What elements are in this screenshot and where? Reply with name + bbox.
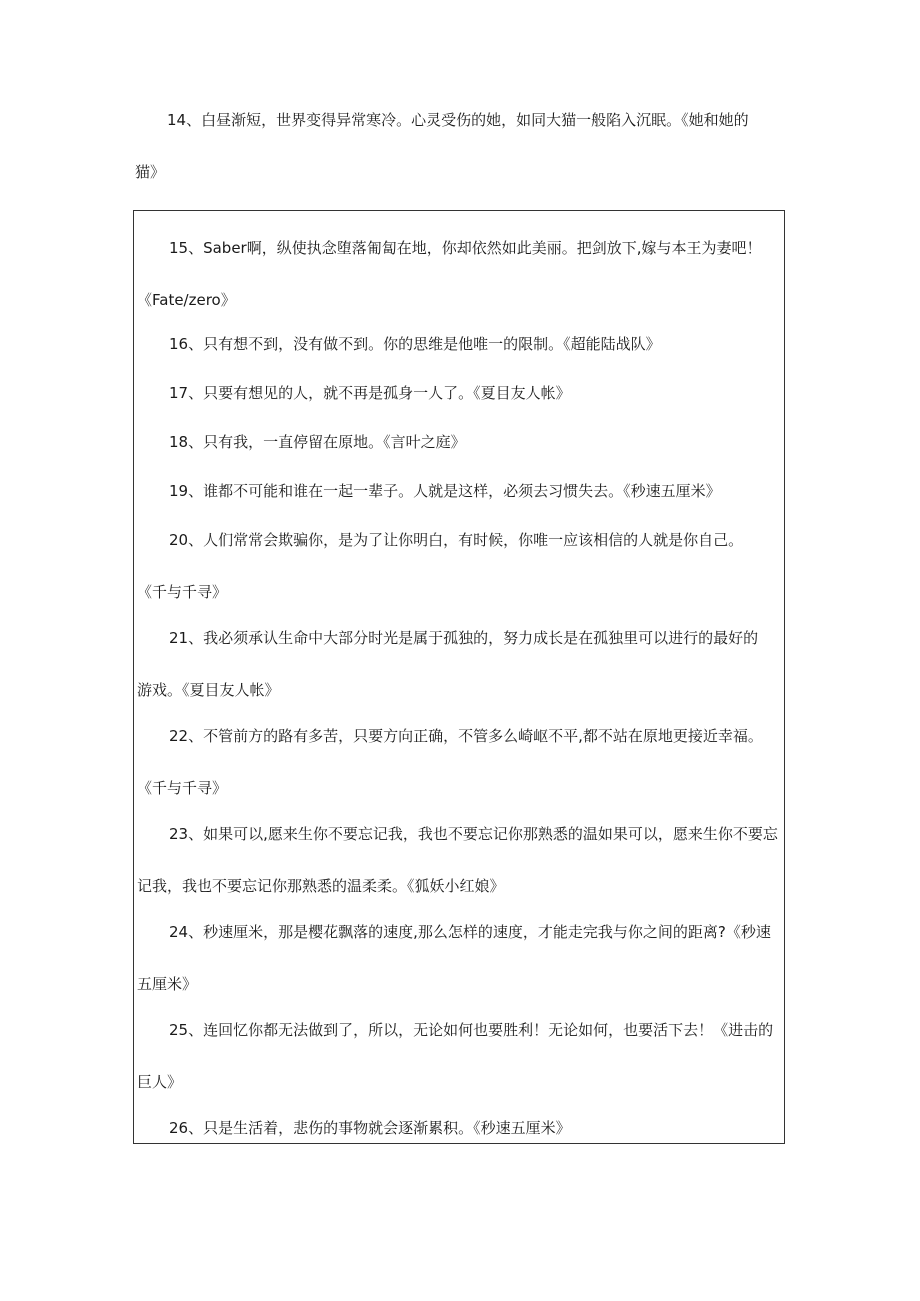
list-item	[137, 367, 781, 419]
list-item	[137, 465, 781, 517]
list-item	[137, 906, 781, 1010]
quote-list-box	[133, 210, 785, 1144]
list-item-line-1: 15、Saber啊，纵使执念堕落匍匐在地，你却依然如此美丽。把剑放下,嫁与本王为妻吧！	[169, 239, 762, 257]
list-item	[137, 318, 781, 370]
list-item-line-2: 《千与千寻》	[137, 583, 228, 601]
list-item	[137, 514, 781, 618]
list-item-line-2: 巨人》	[137, 1073, 183, 1091]
list-item	[137, 710, 781, 814]
list-item	[137, 1004, 781, 1108]
list-item	[137, 808, 781, 912]
list-item	[137, 1102, 781, 1154]
list-item-line-2: 记我，我也不要忘记你那熟悉的温柔柔。《狐妖小红娘》	[137, 877, 505, 895]
list-item	[137, 416, 781, 468]
list-item-line-1: 26、只是生活着，悲伤的事物就会逐渐累积。《秒速五厘米》	[169, 1119, 571, 1137]
list-item	[137, 222, 781, 326]
intro-line-1: 14、白昼渐短，世界变得异常寒冷。心灵受伤的她，如同大猫一般陷入沉眠。《她和她的	[167, 111, 749, 129]
list-item-line-2: 五厘米》	[137, 975, 198, 993]
list-item-line-1: 21、我必须承认生命中大部分时光是属于孤独的，努力成长是在孤独里可以进行的最好的	[169, 629, 759, 647]
list-item-line-1: 20、人们常常会欺骗你，是为了让你明白，有时候，你唯一应该相信的人就是你自己。	[169, 531, 744, 549]
intro-paragraph	[135, 94, 785, 198]
list-item	[137, 612, 781, 716]
list-item-line-1: 17、只要有想见的人，就不再是孤身一人了。《夏目友人帐》	[169, 384, 571, 402]
list-item-line-1: 25、连回忆你都无法做到了，所以，无论如何也要胜利！无论如何，也要活下去！《进击的	[169, 1021, 774, 1039]
list-item-line-1: 24、秒速厘米，那是樱花飘落的速度,那么怎样的速度，才能走完我与你之间的距离?《秒速	[169, 923, 771, 941]
list-item-line-2: 《Fate/zero》	[137, 291, 236, 309]
list-item-line-1: 18、只有我，一直停留在原地。《言叶之庭》	[169, 433, 466, 451]
list-item-line-1: 23、如果可以,愿来生你不要忘记我，我也不要忘记你那熟悉的温如果可以，愿来生你不要忘	[169, 825, 778, 843]
list-item-line-1: 16、只有想不到，没有做不到。你的思维是他唯一的限制。《超能陆战队》	[169, 335, 661, 353]
list-item-line-1: 22、不管前方的路有多苦，只要方向正确，不管多么崎岖不平,都不站在原地更接近幸福。	[169, 727, 763, 745]
list-item-line-2: 游戏。《夏目友人帐》	[137, 681, 280, 699]
list-item-line-2: 《千与千寻》	[137, 779, 228, 797]
list-item-line-1: 19、谁都不可能和谁在一起一辈子。人就是这样，必须去习惯失去。《秒速五厘米》	[169, 482, 721, 500]
intro-line-2: 猫》	[135, 163, 166, 181]
